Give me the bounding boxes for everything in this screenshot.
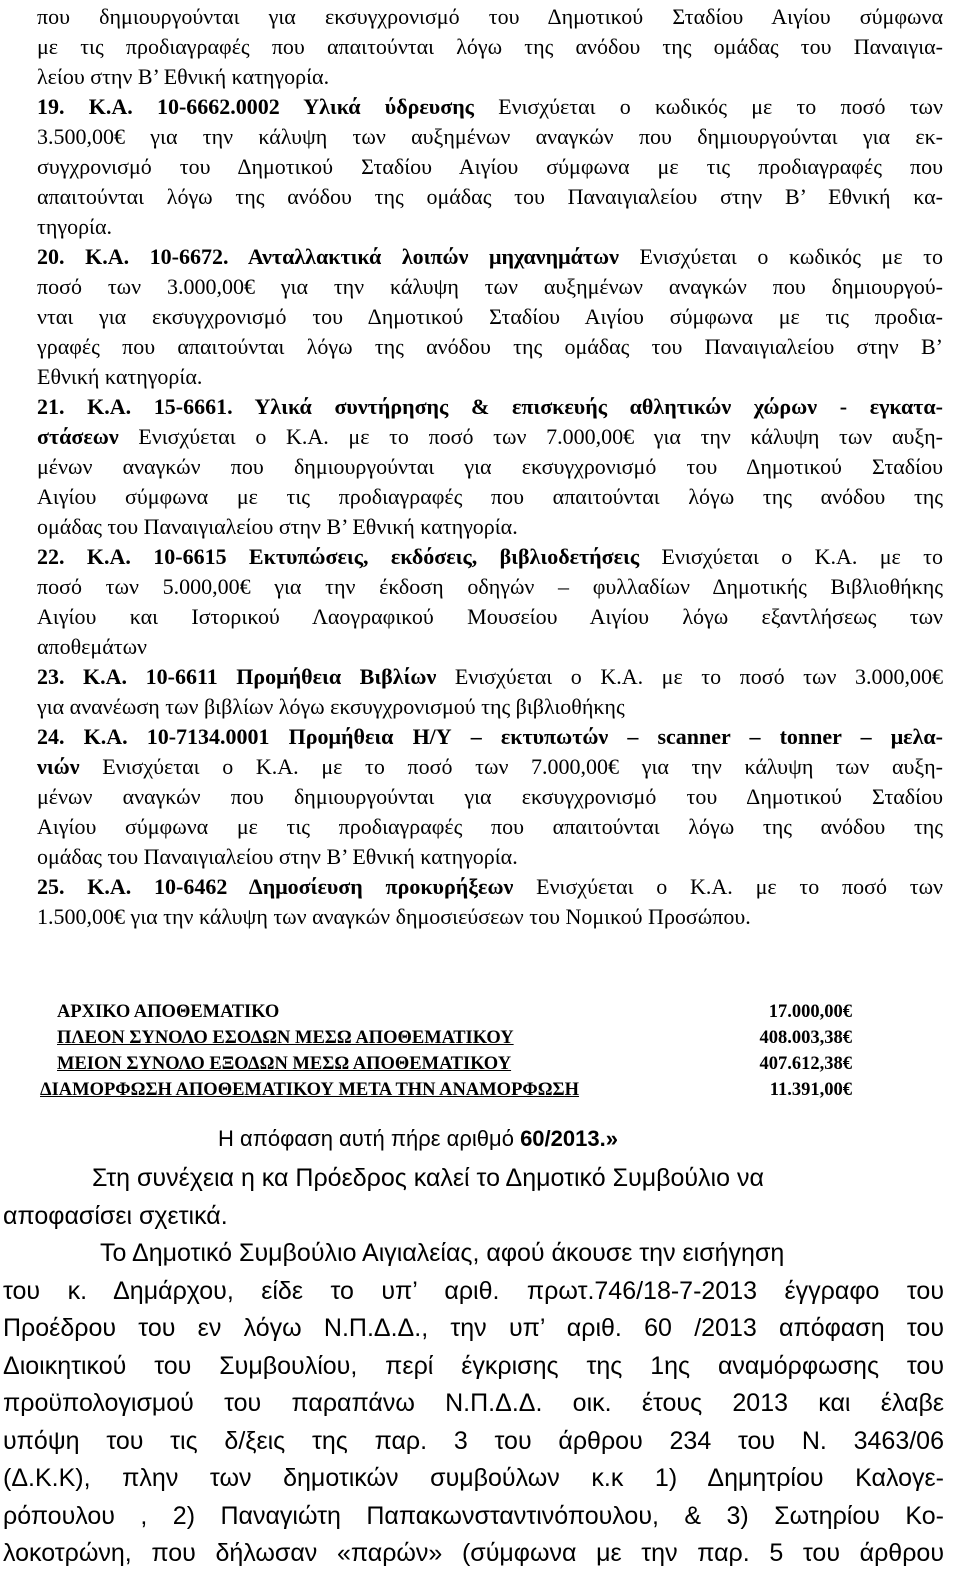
row-value: 408.003,38€	[759, 1028, 852, 1048]
item-heading-cont: στάσεων	[37, 424, 119, 449]
item-line: γραφές που απαιτούνται λόγω της ανόδου της ομάδας του Παναιγιαλείου στην Β’	[37, 334, 943, 359]
list-item	[37, 722, 943, 872]
item-line: Εθνική κατηγορία.	[37, 364, 203, 389]
table-row	[57, 1054, 852, 1080]
list-item	[37, 92, 943, 242]
list-item	[37, 2, 943, 92]
decision-number: 60/2013.»	[520, 1126, 618, 1151]
paragraph-line: Προέδρου του εν λόγω Ν.Π.Δ.Δ., την υπ’ αριθ. 60 /2013 απόφαση του	[3, 1314, 944, 1342]
item-line: που δημιουργούνται για εκσυγχρονισμό του Δημοτικού Σταδίου Αιγίου σύμφωνα	[37, 4, 943, 29]
paragraph-line: λοκοτρώνη, που δήλωσαν «παρών» (σύμφωνα με την παρ. 5 του άρθρου	[3, 1539, 944, 1567]
budget-items-list	[37, 2, 943, 932]
row-label: ΑΡΧΙΚΟ ΑΠΟΘΕΜΑΤΙΚΟ	[57, 1002, 280, 1022]
paragraph-line: αποφασίσει σχετικά.	[3, 1201, 228, 1230]
item-text: Ενισχύεται ο Κ.Α. με το	[639, 544, 944, 569]
list-item	[37, 872, 943, 932]
item-line: απαιτούνται λόγω της ανόδου της ομάδας του Παναιγιαλείου στην Β’ Εθνική κα-	[37, 184, 943, 209]
row-value: 17.000,00€	[768, 1002, 852, 1022]
item-line: ποσό των 3.000,00€ για την κάλυψη των αυξημένων αναγκών που δημιουργού-	[37, 274, 943, 299]
paragraph-line: Διοικητικού του Συμβουλίου, περί έγκρισης της 1ης αναμόρφωσης του	[3, 1351, 944, 1380]
list-item	[37, 662, 943, 722]
list-item	[37, 542, 943, 662]
table-row	[40, 1080, 852, 1106]
item-line: συγχρονισμό του Δημοτικού Σταδίου Αιγίου σύμφωνα με τις προδιαγραφές που	[37, 154, 943, 179]
item-text: Ενισχύεται ο Κ.Α. με το ποσό των 7.000,00€ για την κάλυψη των αυξη-	[79, 754, 943, 779]
item-heading: 21. Κ.Α. 15-6661. Υλικά συντήρησης & επισκευής αθλητικών χώρων - εγκατα-	[37, 394, 943, 419]
paragraph-line: υπόψη του τις δ/ξεις της παρ. 3 του άρθρου 234 του Ν. 3463/06	[3, 1426, 944, 1455]
paragraph-line: (Δ.Κ.Κ), πλην των δημοτικών συμβούλων κ.κ 1) Δημητρίου Καλογε-	[3, 1464, 944, 1492]
decision-line	[218, 1126, 618, 1152]
item-line: ομάδας του Παναιγιαλείου στην Β’ Εθνική κατηγορία.	[37, 844, 518, 869]
paragraph-line: προϋπολογισμού του παραπάνω Ν.Π.Δ.Δ. οικ. έτους 2013 και έλαβε	[3, 1389, 944, 1417]
item-line: για ανανέωση των βιβλίων λόγω εκσυγχρονισμού της βιβλιοθήκης	[37, 694, 625, 719]
item-text: Ενισχύεται ο κωδικός με το ποσό των	[473, 94, 943, 119]
item-heading: 23. Κ.Α. 10-6611 Προμήθεια Βιβλίων	[37, 664, 437, 689]
item-heading: 25. Κ.Α. 10-6462 Δημοσίευση προκυρήξεων	[37, 874, 514, 899]
paragraph-line: ρόπουλου , 2) Παναγιώτη Παπακωνσταντινόπουλου, & 3) Σωτηρίου Κο-	[3, 1501, 944, 1530]
item-line: μένων αναγκών που δημιουργούνται για εκσυγχρονισμό του Δημοτικού Σταδίου	[37, 784, 943, 809]
item-heading: 24. Κ.Α. 10-7134.0001 Προμήθεια Η/Υ – εκτυπωτών – scanner – tonner – μελα-	[37, 724, 943, 749]
row-label: ΔΙΑΜΟΡΦΩΣΗ ΑΠΟΘΕΜΑΤΙΚΟΥ ΜΕΤΑ ΤΗΝ ΑΝΑΜΟΡΦΩΣΗ	[40, 1080, 580, 1100]
item-line: Αιγίου σύμφωνα με τις προδιαγραφές που απαιτούνται λόγω της ανόδου της	[37, 484, 943, 509]
decision-prefix: Η απόφαση αυτή πήρε αριθμό	[218, 1126, 521, 1151]
list-item	[37, 242, 943, 392]
item-heading: 20. Κ.Α. 10-6672. Ανταλλακτικά λοιπών μηχανημάτων	[37, 244, 619, 269]
list-item	[37, 392, 943, 542]
item-line: αποθεμάτων	[37, 634, 147, 659]
item-line: ομάδας του Παναιγιαλείου στην Β’ Εθνική κατηγορία.	[37, 514, 518, 539]
item-text: Ενισχύεται ο Κ.Α. με το ποσό των 7.000,00€ για την κάλυψη των αυξη-	[118, 424, 943, 449]
closing-paragraphs	[3, 1160, 944, 1573]
item-line: 1.500,00€ για την κάλυψη των αναγκών δημοσιεύσεων του Νομικού Προσώπου.	[37, 904, 751, 929]
table-row	[57, 1028, 852, 1054]
row-label: ΜΕΙΟΝ ΣΥΝΟΛΟ ΕΞΟΔΩΝ ΜΕΣΩ ΑΠΟΘΕΜΑΤΙΚΟΥ	[57, 1054, 512, 1074]
reserve-summary-table	[40, 1002, 852, 1106]
item-line: με τις προδιαγραφές που απαιτούνται λόγω της ανόδου της ομάδας του Παναιγια-	[37, 34, 943, 59]
paragraph-line: Στη συνέχεια η κα Πρόεδρος καλεί το Δημοτικό Συμβούλιο να	[92, 1164, 764, 1192]
item-line: 3.500,00€ για την κάλυψη των αυξημένων αναγκών που δημιουργούνται για εκ-	[37, 124, 943, 149]
item-line: ποσό των 5.000,00€ για την έκδοση οδηγών – φυλλαδίων Δημοτικής Βιβλιοθήκης	[37, 574, 943, 599]
item-text: Ενισχύεται ο κωδικός με το	[618, 244, 943, 269]
item-heading: 22. Κ.Α. 10-6615 Εκτυπώσεις, εκδόσεις, βιβλιοδετήσεις	[37, 544, 640, 569]
item-line: νται για εκσυγχρονισμό του Δημοτικού Σταδίου Αιγίου σύμφωνα με τις προδια-	[37, 304, 943, 329]
row-label: ΠΛΕΟΝ ΣΥΝΟΛΟ ΕΣΟΔΩΝ ΜΕΣΩ ΑΠΟΘΕΜΑΤΙΚΟΥ	[57, 1028, 514, 1048]
row-value: 407.612,38€	[759, 1054, 852, 1074]
item-line: λείου στην Β’ Εθνική κατηγορία.	[37, 64, 330, 89]
item-line: τηγορία.	[37, 214, 112, 239]
item-text: Ενισχύεται ο Κ.Α. με το ποσό των	[513, 874, 944, 899]
item-line: Αιγίου και Ιστορικού Λαογραφικού Μουσείου Αιγίου λόγω εξαντλήσεως των	[37, 604, 943, 629]
item-line: μένων αναγκών που δημιουργούνται για εκσυγχρονισμό του Δημοτικού Σταδίου	[37, 454, 943, 479]
paragraph-line: του κ. Δημάρχου, είδε το υπ’ αριθ. πρωτ.746/18-7-2013 έγγραφο του	[3, 1276, 944, 1305]
item-line: Αιγίου σύμφωνα με τις προδιαγραφές που απαιτούνται λόγω της ανόδου της	[37, 814, 943, 839]
item-heading: 19. Κ.Α. 10-6662.0002 Υλικά ύδρευσης	[37, 94, 474, 119]
item-heading-cont: νιών	[37, 754, 80, 779]
table-row	[57, 1002, 852, 1028]
paragraph-line: Το Δημοτικό Συμβούλιο Αιγιαλείας, αφού άκουσε την εισήγηση	[100, 1239, 785, 1267]
row-value: 11.391,00€	[769, 1080, 852, 1100]
item-text: Ενισχύεται ο Κ.Α. με το ποσό των 3.000,00€	[436, 664, 944, 689]
